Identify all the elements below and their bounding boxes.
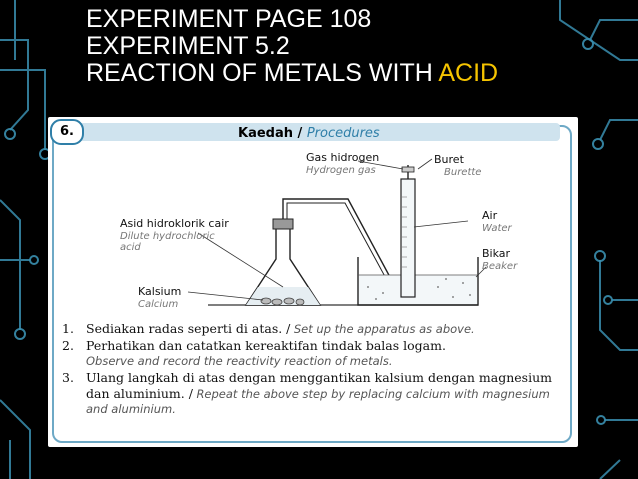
procedure-card	[48, 117, 578, 447]
step-malay: Perhatikan dan catatkan kereaktifan tindak balas logam.	[86, 338, 446, 353]
heading-malay: Kaedah	[238, 126, 293, 141]
step-malay: Sediakan radas seperti di atas. /	[86, 321, 291, 336]
label-acid-english-2: acid	[120, 242, 141, 253]
card-heading	[238, 125, 380, 141]
apparatus-diagram	[58, 147, 568, 322]
list-item	[62, 370, 562, 417]
step-number: 3.	[62, 370, 74, 385]
title-line-1: EXPERIMENT PAGE 108	[86, 5, 372, 33]
label-acid-malay: Asid hidroklorik cair	[120, 217, 229, 230]
title-line-3	[86, 60, 498, 87]
list-item	[62, 321, 562, 337]
label-beaker-malay: Bikar	[482, 247, 511, 260]
heading-english: Procedures	[306, 126, 380, 141]
step-malay: Ulang langkah di atas dengan menggantikan kalsium dengan magnesium dan aluminium. /	[86, 370, 552, 401]
step-english: Set up the apparatus as above.	[293, 322, 475, 336]
label-water-english: Water	[482, 223, 512, 234]
slide-title	[86, 6, 498, 87]
label-water-malay: Air	[482, 209, 498, 222]
label-buret-english: Burette	[444, 167, 482, 178]
step-english: Repeat the above step by replacing calcium with magnesium and aluminium.	[86, 387, 550, 416]
label-gas-malay: Gas hidrogen	[306, 151, 380, 164]
label-gas-english: Hydrogen gas	[306, 165, 376, 176]
title-accent-word: ACID	[438, 59, 499, 87]
step-number-badge: 6.	[50, 119, 84, 145]
title-line-3-text: REACTION OF METALS WITH	[86, 59, 439, 87]
label-buret-malay: Buret	[434, 153, 464, 166]
label-beaker-english: Beaker	[482, 261, 518, 272]
title-line-2: EXPERIMENT 5.2	[86, 32, 290, 60]
step-english: Observe and record the reactivity reaction of metals.	[86, 354, 393, 368]
label-calcium-english: Calcium	[138, 299, 179, 310]
procedure-steps	[62, 321, 562, 418]
heading-separator: /	[293, 126, 307, 141]
list-item	[62, 338, 562, 369]
label-calcium-malay: Kalsium	[138, 285, 182, 298]
label-acid-english-1: Dilute hydrochloric	[120, 231, 215, 242]
step-number: 1.	[62, 321, 74, 336]
step-number: 2.	[62, 338, 74, 353]
